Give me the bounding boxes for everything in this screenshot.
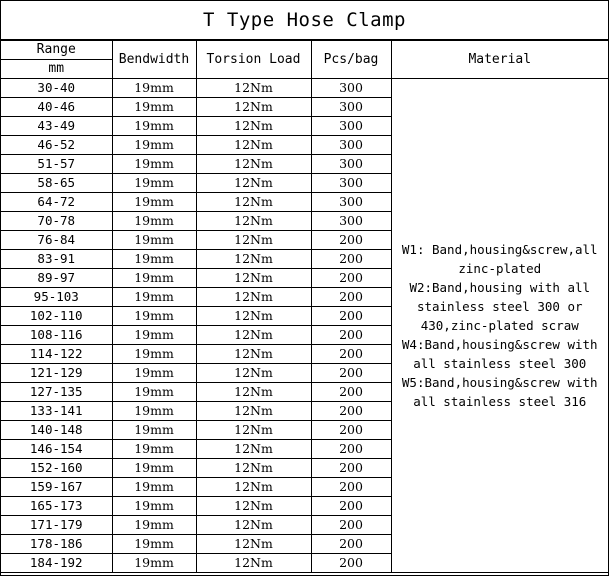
bandwidth-cell: 19mm	[112, 516, 196, 535]
pcs-per-bag-cell: 300	[311, 155, 391, 174]
bandwidth-cell: 19mm	[112, 345, 196, 364]
material-line: W4:Band,housing&screw with	[401, 337, 598, 352]
bandwidth-cell: 19mm	[112, 478, 196, 497]
torsion-load-cell: 12Nm	[196, 383, 311, 402]
range-cell: 89-97	[1, 269, 112, 288]
pcs-per-bag-cell: 300	[311, 79, 391, 98]
range-cell: 114-122	[1, 345, 112, 364]
material-line: W1: Band,housing&screw,all	[401, 242, 598, 257]
bandwidth-cell: 19mm	[112, 288, 196, 307]
pcs-per-bag-cell: 200	[311, 345, 391, 364]
torsion-load-cell: 12Nm	[196, 345, 311, 364]
range-cell: 127-135	[1, 383, 112, 402]
torsion-load-cell: 12Nm	[196, 459, 311, 478]
pcs-per-bag-cell: 300	[311, 174, 391, 193]
bandwidth-cell: 19mm	[112, 250, 196, 269]
bandwidth-cell: 19mm	[112, 307, 196, 326]
range-cell: 83-91	[1, 250, 112, 269]
range-cell: 76-84	[1, 231, 112, 250]
bandwidth-cell: 19mm	[112, 98, 196, 117]
range-cell: 102-110	[1, 307, 112, 326]
range-cell: 30-40	[1, 79, 112, 98]
material-cell	[391, 79, 608, 573]
torsion-load-cell: 12Nm	[196, 326, 311, 345]
pcs-per-bag-cell: 200	[311, 421, 391, 440]
pcs-per-bag-cell: 200	[311, 402, 391, 421]
torsion-load-cell: 12Nm	[196, 231, 311, 250]
pcs-per-bag-cell: 200	[311, 459, 391, 478]
torsion-load-cell: 12Nm	[196, 497, 311, 516]
bandwidth-cell: 19mm	[112, 231, 196, 250]
range-cell: 178-186	[1, 535, 112, 554]
bandwidth-cell: 19mm	[112, 212, 196, 231]
bandwidth-cell: 19mm	[112, 174, 196, 193]
range-cell: 108-116	[1, 326, 112, 345]
torsion-load-cell: 12Nm	[196, 402, 311, 421]
pcs-per-bag-cell: 200	[311, 554, 391, 573]
range-cell: 51-57	[1, 155, 112, 174]
torsion-load-cell: 12Nm	[196, 535, 311, 554]
range-cell: 171-179	[1, 516, 112, 535]
torsion-load-cell: 12Nm	[196, 307, 311, 326]
bandwidth-cell: 19mm	[112, 535, 196, 554]
bandwidth-cell: 19mm	[112, 79, 196, 98]
torsion-load-cell: 12Nm	[196, 478, 311, 497]
bandwidth-cell: 19mm	[112, 440, 196, 459]
torsion-load-cell: 12Nm	[196, 288, 311, 307]
material-line: W5:Band,housing&screw with	[401, 375, 598, 390]
material-line: all stainless steel 316	[413, 394, 587, 409]
range-cell: 159-167	[1, 478, 112, 497]
torsion-load-cell: 12Nm	[196, 440, 311, 459]
header-range: Range	[1, 41, 112, 60]
pcs-per-bag-cell: 300	[311, 98, 391, 117]
range-cell: 146-154	[1, 440, 112, 459]
torsion-load-cell: 12Nm	[196, 421, 311, 440]
material-line: zinc-plated	[458, 261, 542, 276]
bandwidth-cell: 19mm	[112, 136, 196, 155]
range-cell: 165-173	[1, 497, 112, 516]
material-line: all stainless steel 300	[413, 356, 587, 371]
pcs-per-bag-cell: 200	[311, 250, 391, 269]
pcs-per-bag-cell: 200	[311, 516, 391, 535]
range-cell: 40-46	[1, 98, 112, 117]
torsion-load-cell: 12Nm	[196, 98, 311, 117]
header-range-unit: mm	[1, 60, 112, 79]
bandwidth-cell: 19mm	[112, 155, 196, 174]
bandwidth-cell: 19mm	[112, 459, 196, 478]
range-cell: 95-103	[1, 288, 112, 307]
pcs-per-bag-cell: 200	[311, 326, 391, 345]
pcs-per-bag-cell: 200	[311, 288, 391, 307]
pcs-per-bag-cell: 200	[311, 307, 391, 326]
range-cell: 43-49	[1, 117, 112, 136]
torsion-load-cell: 12Nm	[196, 554, 311, 573]
pcs-per-bag-cell: 300	[311, 136, 391, 155]
bandwidth-cell: 19mm	[112, 117, 196, 136]
bandwidth-cell: 19mm	[112, 326, 196, 345]
bandwidth-cell: 19mm	[112, 269, 196, 288]
pcs-per-bag-cell: 200	[311, 497, 391, 516]
range-cell: 152-160	[1, 459, 112, 478]
header-row	[1, 41, 608, 60]
torsion-load-cell: 12Nm	[196, 193, 311, 212]
pcs-per-bag-cell: 200	[311, 269, 391, 288]
bandwidth-cell: 19mm	[112, 364, 196, 383]
torsion-load-cell: 12Nm	[196, 250, 311, 269]
page-title: T Type Hose Clamp	[1, 1, 608, 40]
pcs-per-bag-cell: 200	[311, 231, 391, 250]
torsion-load-cell: 12Nm	[196, 117, 311, 136]
range-cell: 184-192	[1, 554, 112, 573]
spec-table	[1, 40, 608, 573]
bandwidth-cell: 19mm	[112, 497, 196, 516]
spec-table-body	[1, 41, 608, 573]
torsion-load-cell: 12Nm	[196, 212, 311, 231]
torsion-load-cell: 12Nm	[196, 174, 311, 193]
pcs-per-bag-cell: 200	[311, 535, 391, 554]
range-cell: 70-78	[1, 212, 112, 231]
pcs-per-bag-cell: 300	[311, 117, 391, 136]
material-line: stainless steel 300 or	[416, 299, 583, 314]
header-material: Material	[391, 41, 608, 79]
bandwidth-cell: 19mm	[112, 383, 196, 402]
table-row	[1, 79, 608, 98]
range-cell: 64-72	[1, 193, 112, 212]
range-cell: 58-65	[1, 174, 112, 193]
pcs-per-bag-cell: 200	[311, 440, 391, 459]
header-pcs-per-bag: Pcs/bag	[311, 41, 391, 79]
pcs-per-bag-cell: 200	[311, 478, 391, 497]
torsion-load-cell: 12Nm	[196, 269, 311, 288]
range-cell: 133-141	[1, 402, 112, 421]
range-cell: 121-129	[1, 364, 112, 383]
bandwidth-cell: 19mm	[112, 554, 196, 573]
bandwidth-cell: 19mm	[112, 193, 196, 212]
material-line: W2:Band,housing with all	[409, 280, 591, 295]
header-bandwidth: Bendwidth	[112, 41, 196, 79]
torsion-load-cell: 12Nm	[196, 155, 311, 174]
bandwidth-cell: 19mm	[112, 421, 196, 440]
torsion-load-cell: 12Nm	[196, 516, 311, 535]
pcs-per-bag-cell: 300	[311, 212, 391, 231]
pcs-per-bag-cell: 200	[311, 383, 391, 402]
torsion-load-cell: 12Nm	[196, 79, 311, 98]
torsion-load-cell: 12Nm	[196, 364, 311, 383]
torsion-load-cell: 12Nm	[196, 136, 311, 155]
header-torsion-load: Torsion Load	[196, 41, 311, 79]
material-line: 430,zinc-plated scraw	[420, 318, 579, 333]
bandwidth-cell: 19mm	[112, 402, 196, 421]
pcs-per-bag-cell: 200	[311, 364, 391, 383]
range-cell: 140-148	[1, 421, 112, 440]
range-cell: 46-52	[1, 136, 112, 155]
pcs-per-bag-cell: 300	[311, 193, 391, 212]
